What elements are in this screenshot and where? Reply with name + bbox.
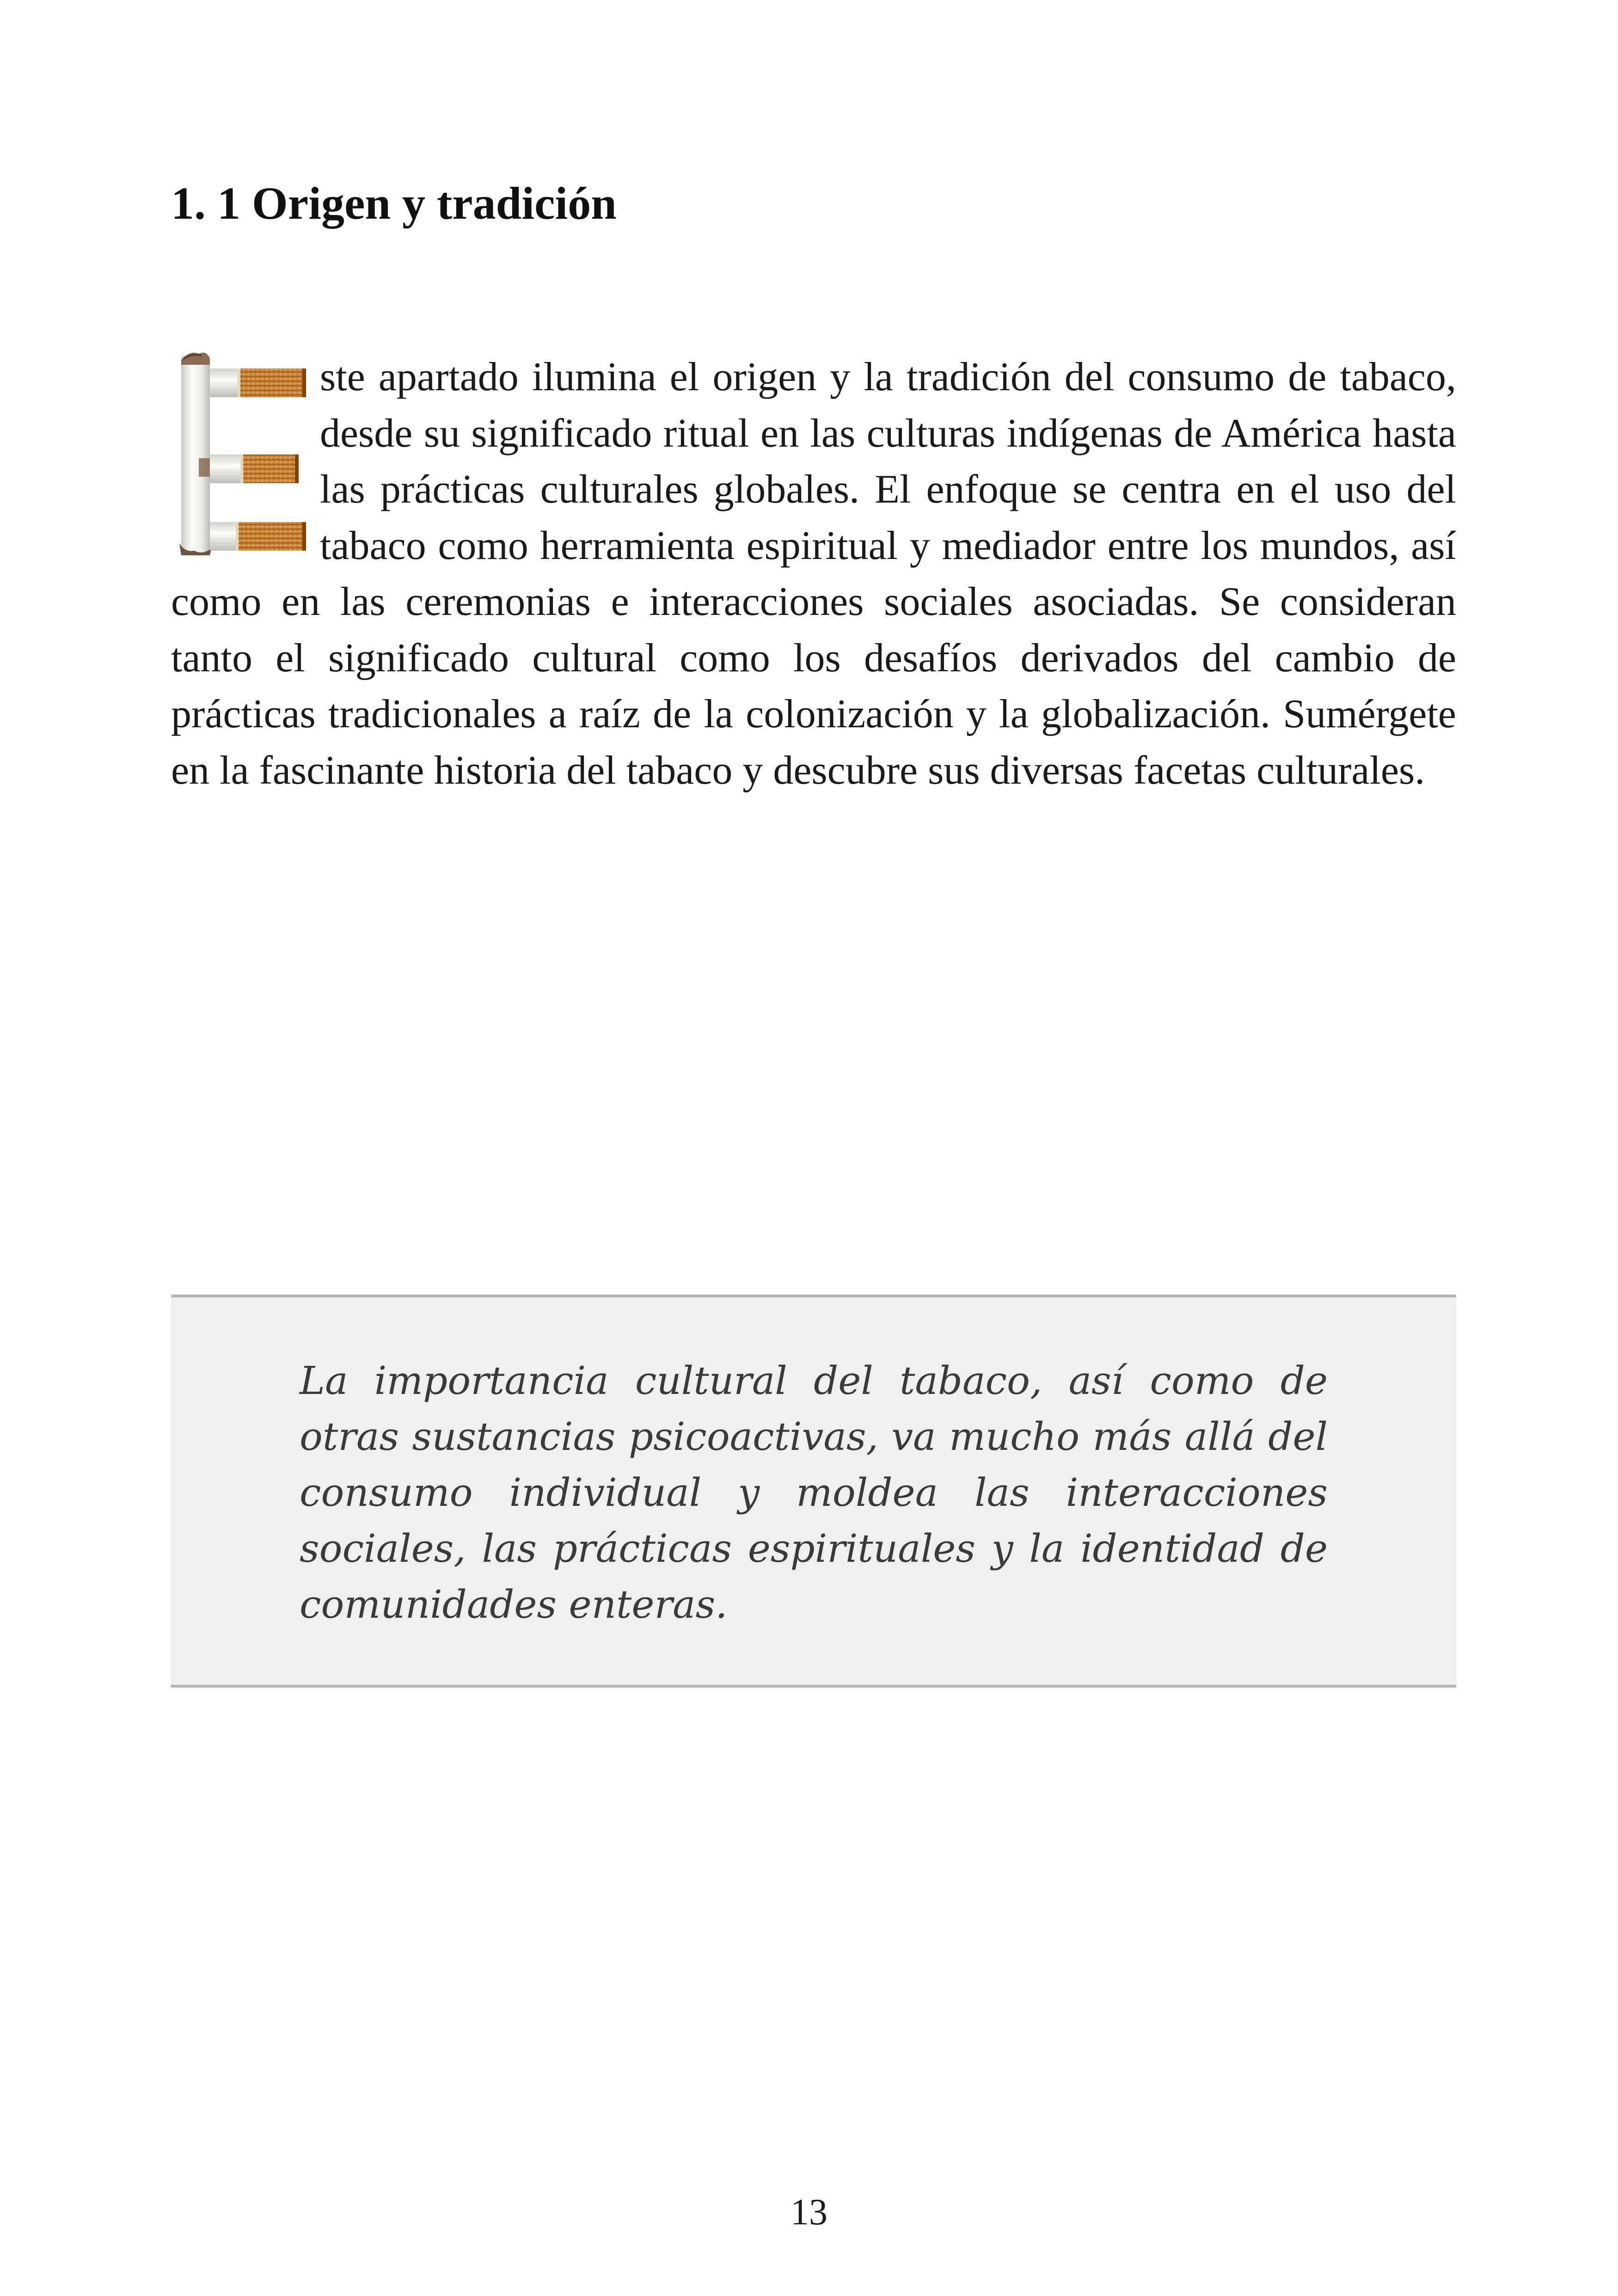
intro-paragraph [171, 349, 1456, 798]
pull-quote-text: La importancia cultural del tabaco, así como de otras sustancias psicoactivas, va mucho más allá del consumo individual y moldea las interacciones sociales, las prácticas espirituales y la identidad de comunidades enteras. [300, 1358, 1328, 1627]
drop-cap [171, 349, 310, 558]
cigarette-letter-e-icon [171, 349, 310, 558]
section-title: 1. 1 Origen y tradición [171, 178, 617, 229]
pull-quote-box [171, 1295, 1456, 1688]
page-number: 13 [791, 2192, 827, 2233]
intro-text: ste apartado ilumina el origen y la tradición del consumo de tabaco, desde su significado ritual en las culturas indígenas de América hasta las prácticas culturales globales. El enfoque se centra en el uso del tabaco como herramienta espiritual y mediador entre los mundos, así como en las ceremonias e interacciones sociales asociadas. Se consideran tanto el significado cultural como los desafíos derivados del cambio de prácticas tradicionales a raíz de la colonización y la globalización. Sumérgete en la fascinante historia del tabaco y descubre sus diversas facetas culturales. [171, 355, 1456, 793]
